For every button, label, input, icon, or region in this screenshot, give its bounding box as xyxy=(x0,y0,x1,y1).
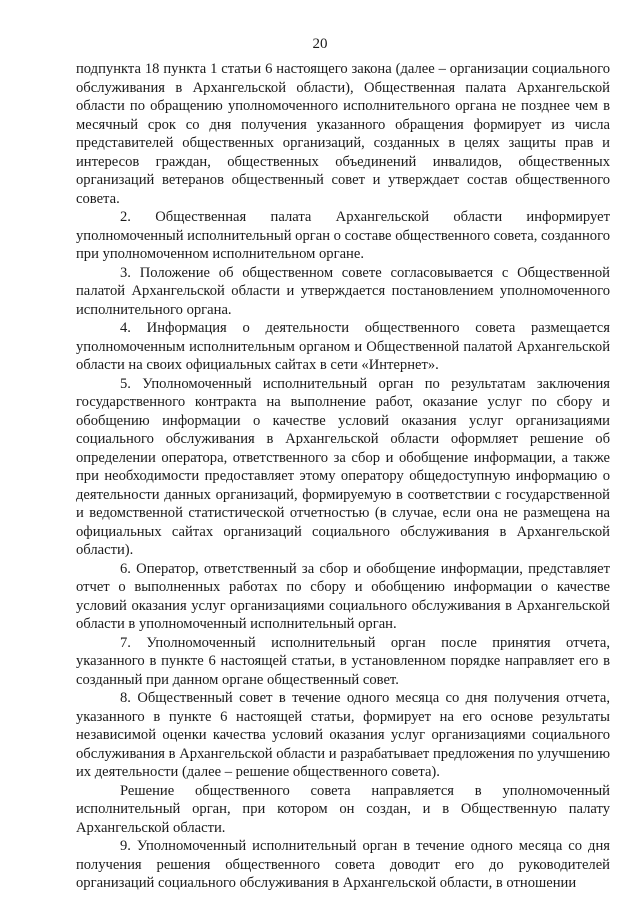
paragraph-item-3: 3. Положение об общественном совете согласовывается с Общественной палатой Архангельской области и утверждается постановлением уполномоченного исполнительного органа. xyxy=(76,264,610,318)
paragraph-item-5: 5. Уполномоченный исполнительный орган по результатам заключения государственного контракта на выполнение работ, оказание услуг по сбору и обобщению информации о качестве условий оказания услуг организациями социального обслуживания в Архангельской области оформляет решение об определении оператора, ответственного за сбор и обобщение информации, а также при необходимости предоставляет этому оператору общедоступную информацию о деятельности данных организаций, формируемую в соответствии с государственной и ведомственной статистической отчетностью (в случае, если она не размещена на официальных сайтах организаций социального обслуживания в Архангельской области). xyxy=(76,375,610,558)
document-body xyxy=(76,60,610,893)
paragraph-item-8: 8. Общественный совет в течение одного месяца со дня получения отчета, указанного в пункте 6 настоящей статьи, формирует на его основе результаты независимой оценки качества условий оказания услуг организациями социального обслуживания в Архангельской области и разрабатывает предложения по улучшению их деятельности (далее – решение общественного совета). xyxy=(76,690,610,780)
paragraph-item-4: 4. Информация о деятельности общественного совета размещается уполномоченным исполнительным органом и Общественной палатой Архангельской области на своих официальных сайтах в сети «Интернет». xyxy=(76,320,610,373)
paragraph-continuation: подпункта 18 пункта 1 статьи 6 настоящего закона (далее – организации социального обслуживания в Архангельской области), Общественная палата Архангельской области по обращению уполномоченного исполнительного органа не позднее чем в месячный срок со дня получения указанного обращения формирует из числа представителей общественных организаций, созданных в целях защиты прав и интересов граждан, общественных объединений инвалидов, общественных организаций ветеранов общественный совет и утверждает состав общественного совета. xyxy=(76,61,610,207)
page-number: 20 xyxy=(312,36,328,52)
paragraph-item-9: 9. Уполномоченный исполнительный орган в течение одного месяца со дня получения решения общественного совета доводит его до руководителей организаций социального обслуживания в Архангельской области, в отношении xyxy=(76,838,610,891)
paragraph-item-6: 6. Оператор, ответственный за сбор и обобщение информации, представляет отчет о выполненных работах по сбору и обобщению информации о качестве условий оказания услуг организациями социального обслуживания в Архангельской области в уполномоченный исполнительный орган. xyxy=(76,560,610,632)
paragraph-item-7: 7. Уполномоченный исполнительный орган после принятия отчета, указанного в пункте 6 настоящей статьи, в установленном порядке направляет его в созданный при данном органе общественный совет. xyxy=(76,634,610,688)
paragraph-item-2: 2. Общественная палата Архангельской области информирует уполномоченный исполнительный орган о составе общественного совета, созданного при уполномоченном исполнительном органе. xyxy=(76,209,611,262)
paragraph-decision: Решение общественного совета направляется в уполномоченный исполнительный орган, при котором он создан, и в Общественную палату Архангельской области. xyxy=(76,782,610,836)
